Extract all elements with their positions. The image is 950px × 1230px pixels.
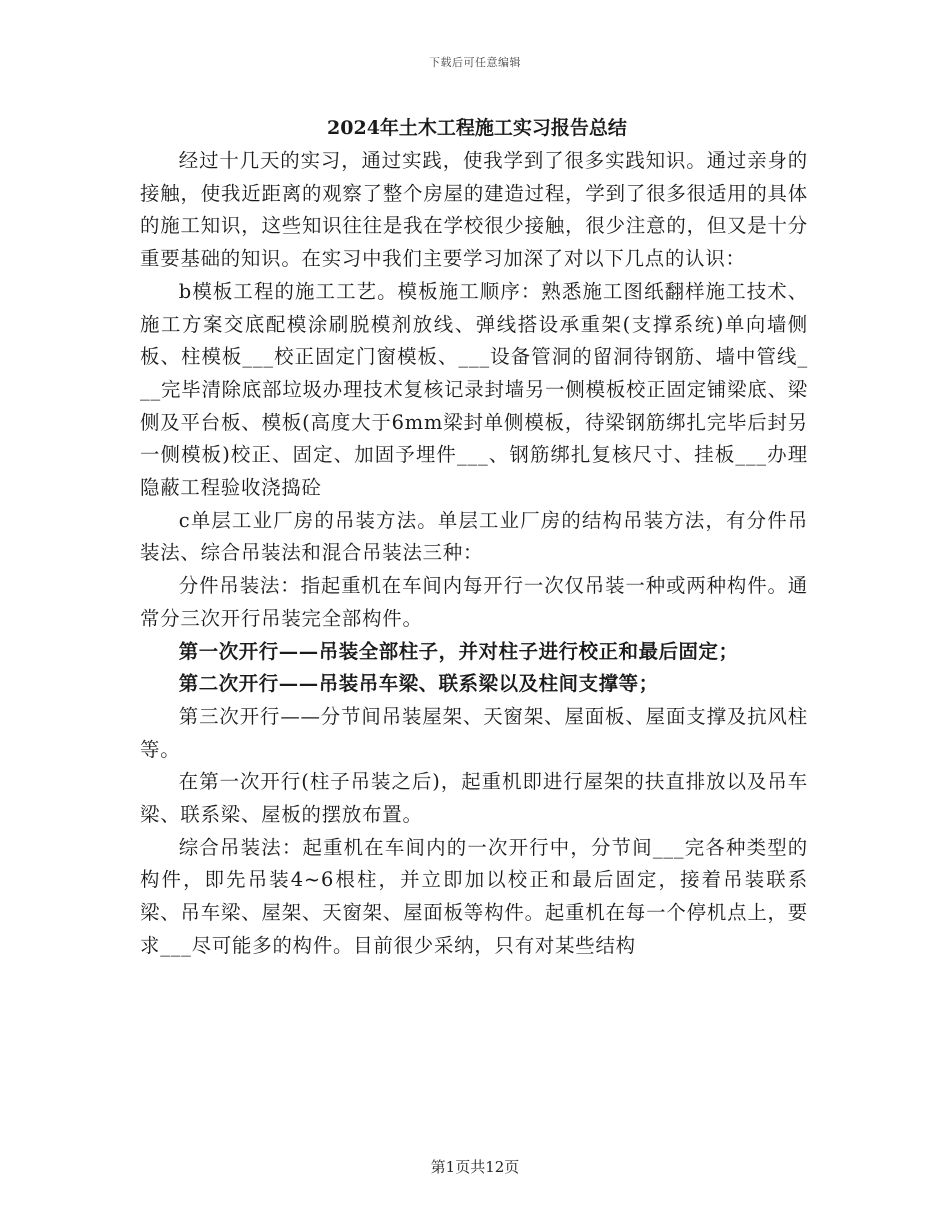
paragraph: c单层工业厂房的吊装方法。单层工业厂房的结构吊装方法，有分件吊装法、综合吊装法和混合吊装法三种： bbox=[140, 508, 808, 565]
paragraph: 在第一次开行(柱子吊装之后)，起重机即进行屋架的扶直排放以及吊车梁、联系梁、屋板的摆放布置。 bbox=[140, 770, 808, 827]
document-title: 2024年土木工程施工实习报告总结 bbox=[327, 117, 627, 139]
paragraph: 经过十几天的实习，通过实践，使我学到了很多实践知识。通过亲身的接触，使我近距离的观察了整个房屋的建造过程，学到了很多很适用的具体的施工知识，这些知识往往是我在学校很少接触，很少注意的，但又是十分重要基础的知识。在实习中我们主要学习加深了对以下几点的认识： bbox=[140, 149, 808, 271]
page-header: 下载后可任意编辑 bbox=[429, 56, 521, 69]
paragraph: 第三次开行——分节间吊装屋架、天窗架、屋面板、屋面支撑及抗风柱等。 bbox=[140, 704, 808, 761]
page-number: 第1页共12页 bbox=[430, 1158, 520, 1176]
paragraph: 综合吊装法：起重机在车间内的一次开行中，分节间___完各种类型的构件，即先吊装4~6根柱，并立即加以校正和最后固定，接着吊装联系梁、吊车梁、屋架、天窗架、屋面板等构件。起重机在每一个停机点上，要求___尽可能多的构件。目前很少采纳，只有对某些结构 bbox=[140, 835, 808, 957]
document-body bbox=[140, 112, 808, 963]
paragraph: b模板工程的施工工艺。模板施工顺序：熟悉施工图纸翻样施工技术、施工方案交底配模涂刷脱模剂放线、弹线搭设承重架(支撑系统)单向墙侧板、柱模板___校正固定门窗模板、___设备管洞的留洞待钢筋、墙中管线___完毕清除底部垃圾办理技术复核记录封墙另一侧模板校正固定铺梁底、梁侧及平台板、模板(高度大于6mm梁封单侧模板，待梁钢筋绑扎完毕后封另一侧模板)校正、固定、加固予埋件___、钢筋绑扎复核尺寸、挂板___办理隐蔽工程验收浇捣砼 bbox=[140, 279, 808, 500]
paragraph: 分件吊装法：指起重机在车间内每开行一次仅吊装一种或两种构件。通常分三次开行吊装完全部构件。 bbox=[140, 574, 808, 630]
bold-paragraph: 第一次开行——吊装全部柱子，并对柱子进行校正和最后固定； bbox=[178, 639, 739, 663]
bold-paragraph: 第二次开行——吊装吊车梁、联系梁以及柱间支撑等； bbox=[178, 672, 659, 696]
